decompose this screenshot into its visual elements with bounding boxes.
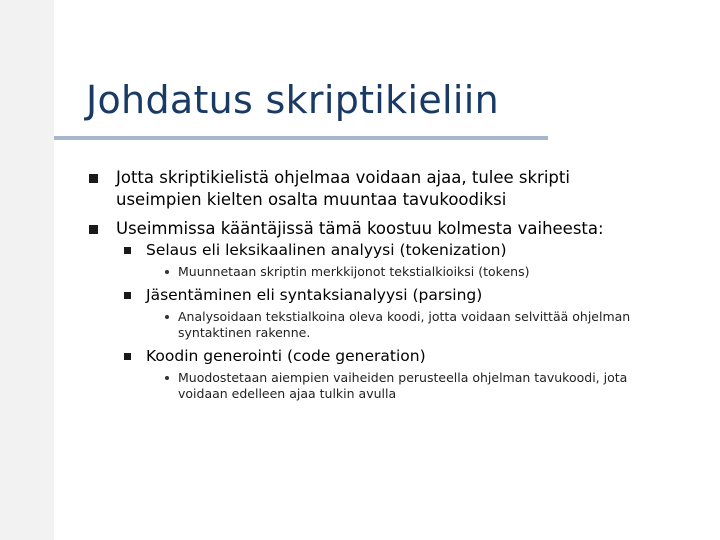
- bullet-square-icon: [89, 174, 98, 183]
- sub-bullet-square-icon: [124, 353, 131, 360]
- sub-bullet-3-detail-line-1: Muodostetaan aiempien vaiheiden perusteella ohjelman tavukoodi, jota: [178, 370, 628, 385]
- sub-bullet-1-detail-line-1: Muunnetaan skriptin merkkijonot tekstialkioiksi (tokens): [178, 264, 530, 279]
- sub-bullet-2-detail-line-2: syntaktinen rakenne.: [178, 325, 311, 340]
- slide-title: Johdatus skriptikieliin: [86, 78, 499, 122]
- bullet-2-line-1: Useimmissa kääntäjissä tämä koostuu kolmesta vaiheesta:: [116, 219, 604, 238]
- title-underline: [54, 136, 548, 140]
- bullet-1-line-1: Jotta skriptikielistä ohjelmaa voidaan ajaa, tulee skripti: [116, 168, 570, 187]
- sub-bullet-square-icon: [124, 247, 131, 254]
- bullet-square-icon: [89, 225, 98, 234]
- bullet-1-line-2: useimpien kielten osalta muuntaa tavukoodiksi: [116, 190, 507, 209]
- sub-bullet-square-icon: [124, 292, 131, 299]
- sub-bullet-3-label: Koodin generointi (code generation): [146, 347, 426, 365]
- sub-bullet-1-label: Selaus eli leksikaalinen analyysi (tokenization): [146, 241, 507, 259]
- sub-bullet-3-detail-line-2: voidaan edelleen ajaa tulkin avulla: [178, 386, 397, 401]
- left-decorative-band: [0, 0, 54, 540]
- sub-bullet-2-label: Jäsentäminen eli syntaksianalyysi (parsing): [146, 286, 483, 304]
- detail-bullet-dot-icon: [165, 376, 169, 380]
- detail-bullet-dot-icon: [165, 315, 169, 319]
- detail-bullet-dot-icon: [165, 270, 169, 274]
- sub-bullet-2-detail-line-1: Analysoidaan tekstialkoina oleva koodi, jotta voidaan selvittää ohjelman: [178, 309, 631, 324]
